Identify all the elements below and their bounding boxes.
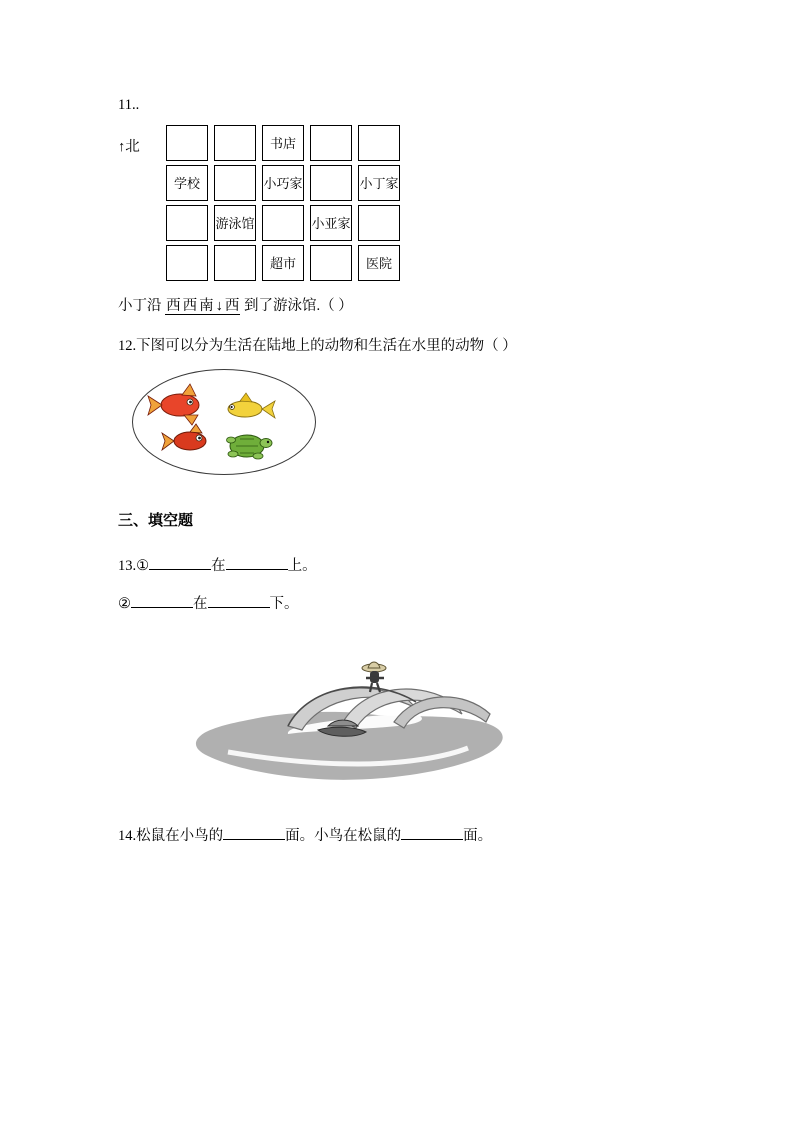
question-14-text [118, 824, 678, 848]
q13-line1-suffix: 上。 [287, 558, 317, 574]
north-direction-label: ↑北 [118, 139, 140, 155]
map-grid [160, 121, 406, 285]
animals-oval-figure [132, 369, 322, 479]
direction-west-1: 西 [166, 298, 181, 314]
grid-cell [358, 125, 400, 161]
fish-yellow-icon [228, 393, 275, 418]
question-12-text: 12.下图可以分为生活在陆地上的动物和生活在水里的动物（ ） [118, 338, 517, 354]
grid-cell-supermarket: 超市 [262, 245, 304, 281]
grid-cell [310, 245, 352, 281]
direction-west-3: 西 [224, 298, 240, 314]
direction-south: 南 [199, 298, 214, 314]
grid-cell [166, 125, 208, 161]
grid-cell-xiaoding-home: 小丁家 [358, 165, 400, 201]
q14-mid: 面。小鸟在松鼠的 [285, 828, 402, 844]
arrow-down-icon: ↓ [215, 298, 223, 314]
answer-blank[interactable] [149, 555, 211, 570]
sentence-suffix: 到了游泳馆.（ ） [244, 298, 353, 314]
question-11-number: 11.. [118, 97, 140, 113]
bridge-illustration [168, 634, 538, 794]
animals-illustration [132, 369, 322, 479]
turtle-green-icon [227, 435, 273, 459]
grid-cell [214, 245, 256, 281]
grid-cell-hospital: 医院 [358, 245, 400, 281]
grid-cell-school: 学校 [166, 165, 208, 201]
answer-blank[interactable] [223, 825, 285, 840]
section-title-fill-in-blank: 三、填空题 [118, 512, 194, 529]
grid-cell-swimming-pool: 游泳馆 [214, 205, 256, 241]
answer-blank[interactable] [208, 593, 270, 608]
q13-line2-prefix: ② [118, 596, 131, 612]
q13-line1-mid: 在 [211, 558, 226, 574]
grid-cell [214, 125, 256, 161]
table-row [166, 125, 400, 161]
question-13-line-2 [118, 592, 678, 616]
question-11-sentence [118, 295, 678, 317]
direction-west-2: 西 [182, 298, 198, 314]
grid-cell [358, 205, 400, 241]
goldfish-red-icon [148, 384, 199, 425]
grid-cell [166, 205, 208, 241]
answer-blank[interactable] [226, 555, 288, 570]
grid-cell-xiaoya-home: 小亚家 [310, 205, 352, 241]
table-row [166, 205, 400, 241]
page-content [118, 95, 678, 848]
sentence-prefix: 小丁沿 [118, 298, 162, 314]
grid-cell [214, 165, 256, 201]
question-11-figure [118, 121, 678, 285]
q14-suffix: 面。 [463, 828, 493, 844]
grid-cell-xiaoqiao-home: 小巧家 [262, 165, 304, 201]
grid-cell [310, 125, 352, 161]
grid-cell [310, 165, 352, 201]
grid-cell-bookstore: 书店 [262, 125, 304, 161]
answer-blank[interactable] [401, 825, 463, 840]
question-13-line-1 [118, 554, 678, 578]
q14-prefix: 14.松鼠在小鸟的 [118, 828, 224, 844]
answer-blank[interactable] [131, 593, 193, 608]
table-row [166, 165, 400, 201]
q13-line2-suffix: 下。 [269, 596, 299, 612]
table-row [166, 245, 400, 281]
grid-cell [166, 245, 208, 281]
fish-red-small-icon [162, 424, 206, 450]
q13-line2-mid: 在 [193, 596, 208, 612]
bridge-boat-drawing [168, 634, 538, 794]
grid-cell [262, 205, 304, 241]
q13-line1-prefix: 13.① [118, 558, 150, 574]
